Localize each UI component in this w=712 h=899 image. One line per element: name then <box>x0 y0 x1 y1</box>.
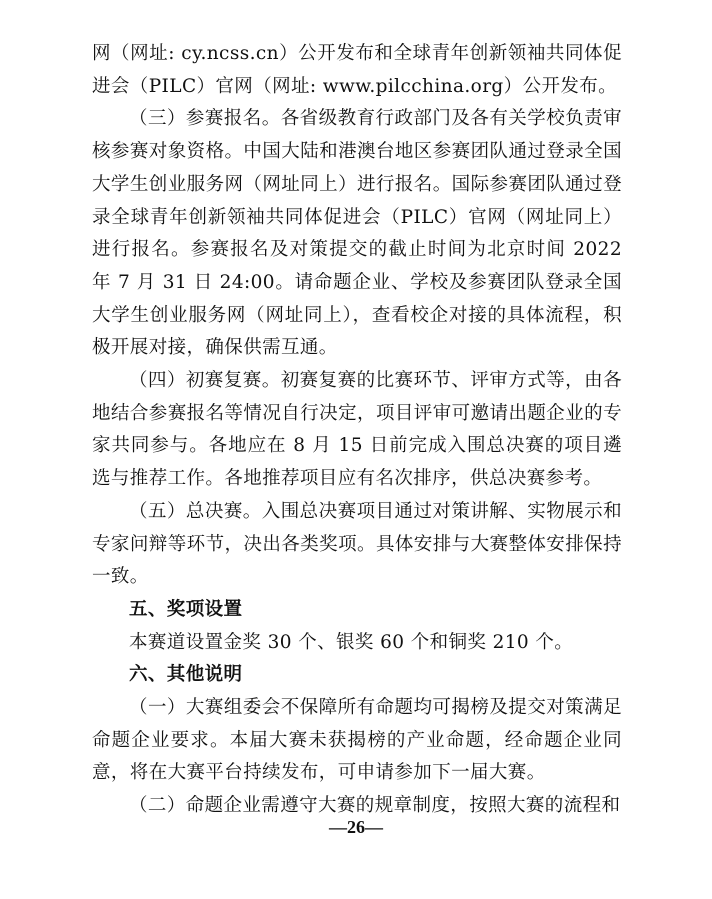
paragraph-other-2: （二）命题企业需遵守大赛的规章制度，按照大赛的流程和 <box>129 795 621 817</box>
paragraph-text: 各省级教育行政部门及各有关学校负责审核参赛对象资格。中国大陆和港澳台地区参赛团队通过登录全国大学生创业服务网（网址同上）进行报名。国际参赛团队通过登录全球青年创新领袖共同体促进会（PILC）官网（网址同上）进行报名。参赛报名及对策提交的截止时间为北京时间 2022 年 7 月 31 日 24:00。请命题企业、学校及参赛团队登录全国大学生创业服务网（网址同上），查看校企对接的具体流程，积极开展对接，确保供需互通。 <box>92 108 623 359</box>
paragraph-awards: 本赛道设置金奖 30 个、银奖 60 个和铜奖 210 个。 <box>129 631 574 653</box>
paragraph-continued <box>92 38 622 103</box>
paragraph-text: 网（网址: cy.ncss.cn）公开发布和全球青年创新领袖共同体促进会（PILC）官网（网址: www.pilcchina.org）公开发布。 <box>92 43 622 97</box>
paragraph-text: 初赛复赛的比赛环节、评审方式等，由各地结合参赛报名等情况自行决定，项目评审可邀请出题企业的专家共同参与。各地应在 8 月 15 日前完成入围总决赛的项目遴选与推荐工作。各地推荐项目应有名次排序，供总决赛参考。 <box>92 370 623 490</box>
paragraph-lead: （五）总决赛。 <box>129 500 262 522</box>
paragraph-final <box>92 496 622 594</box>
section-heading-awards: 五、奖项设置 <box>129 598 243 620</box>
paragraph-registration <box>92 103 622 365</box>
document-body <box>92 38 622 823</box>
paragraph-text: 入围总决赛项目通过对策讲解、实物展示和专家问辩等环节，决出各类奖项。具体安排与大赛整体安排保持一致。 <box>92 500 622 588</box>
paragraph-lead: （三）参赛报名。 <box>129 108 281 130</box>
paragraph-lead: （四）初赛复赛。 <box>129 370 281 392</box>
paragraph-preliminary <box>92 365 622 496</box>
section-heading-other: 六、其他说明 <box>129 664 243 686</box>
paragraph-other-1: （一）大赛组委会不保障所有命题均可揭榜及提交对策满足命题企业要求。本届大赛未获揭榜的产业命题，经命题企业同意，将在大赛平台持续发布，可申请参加下一届大赛。 <box>92 697 622 784</box>
page-number: —26— <box>329 817 383 837</box>
